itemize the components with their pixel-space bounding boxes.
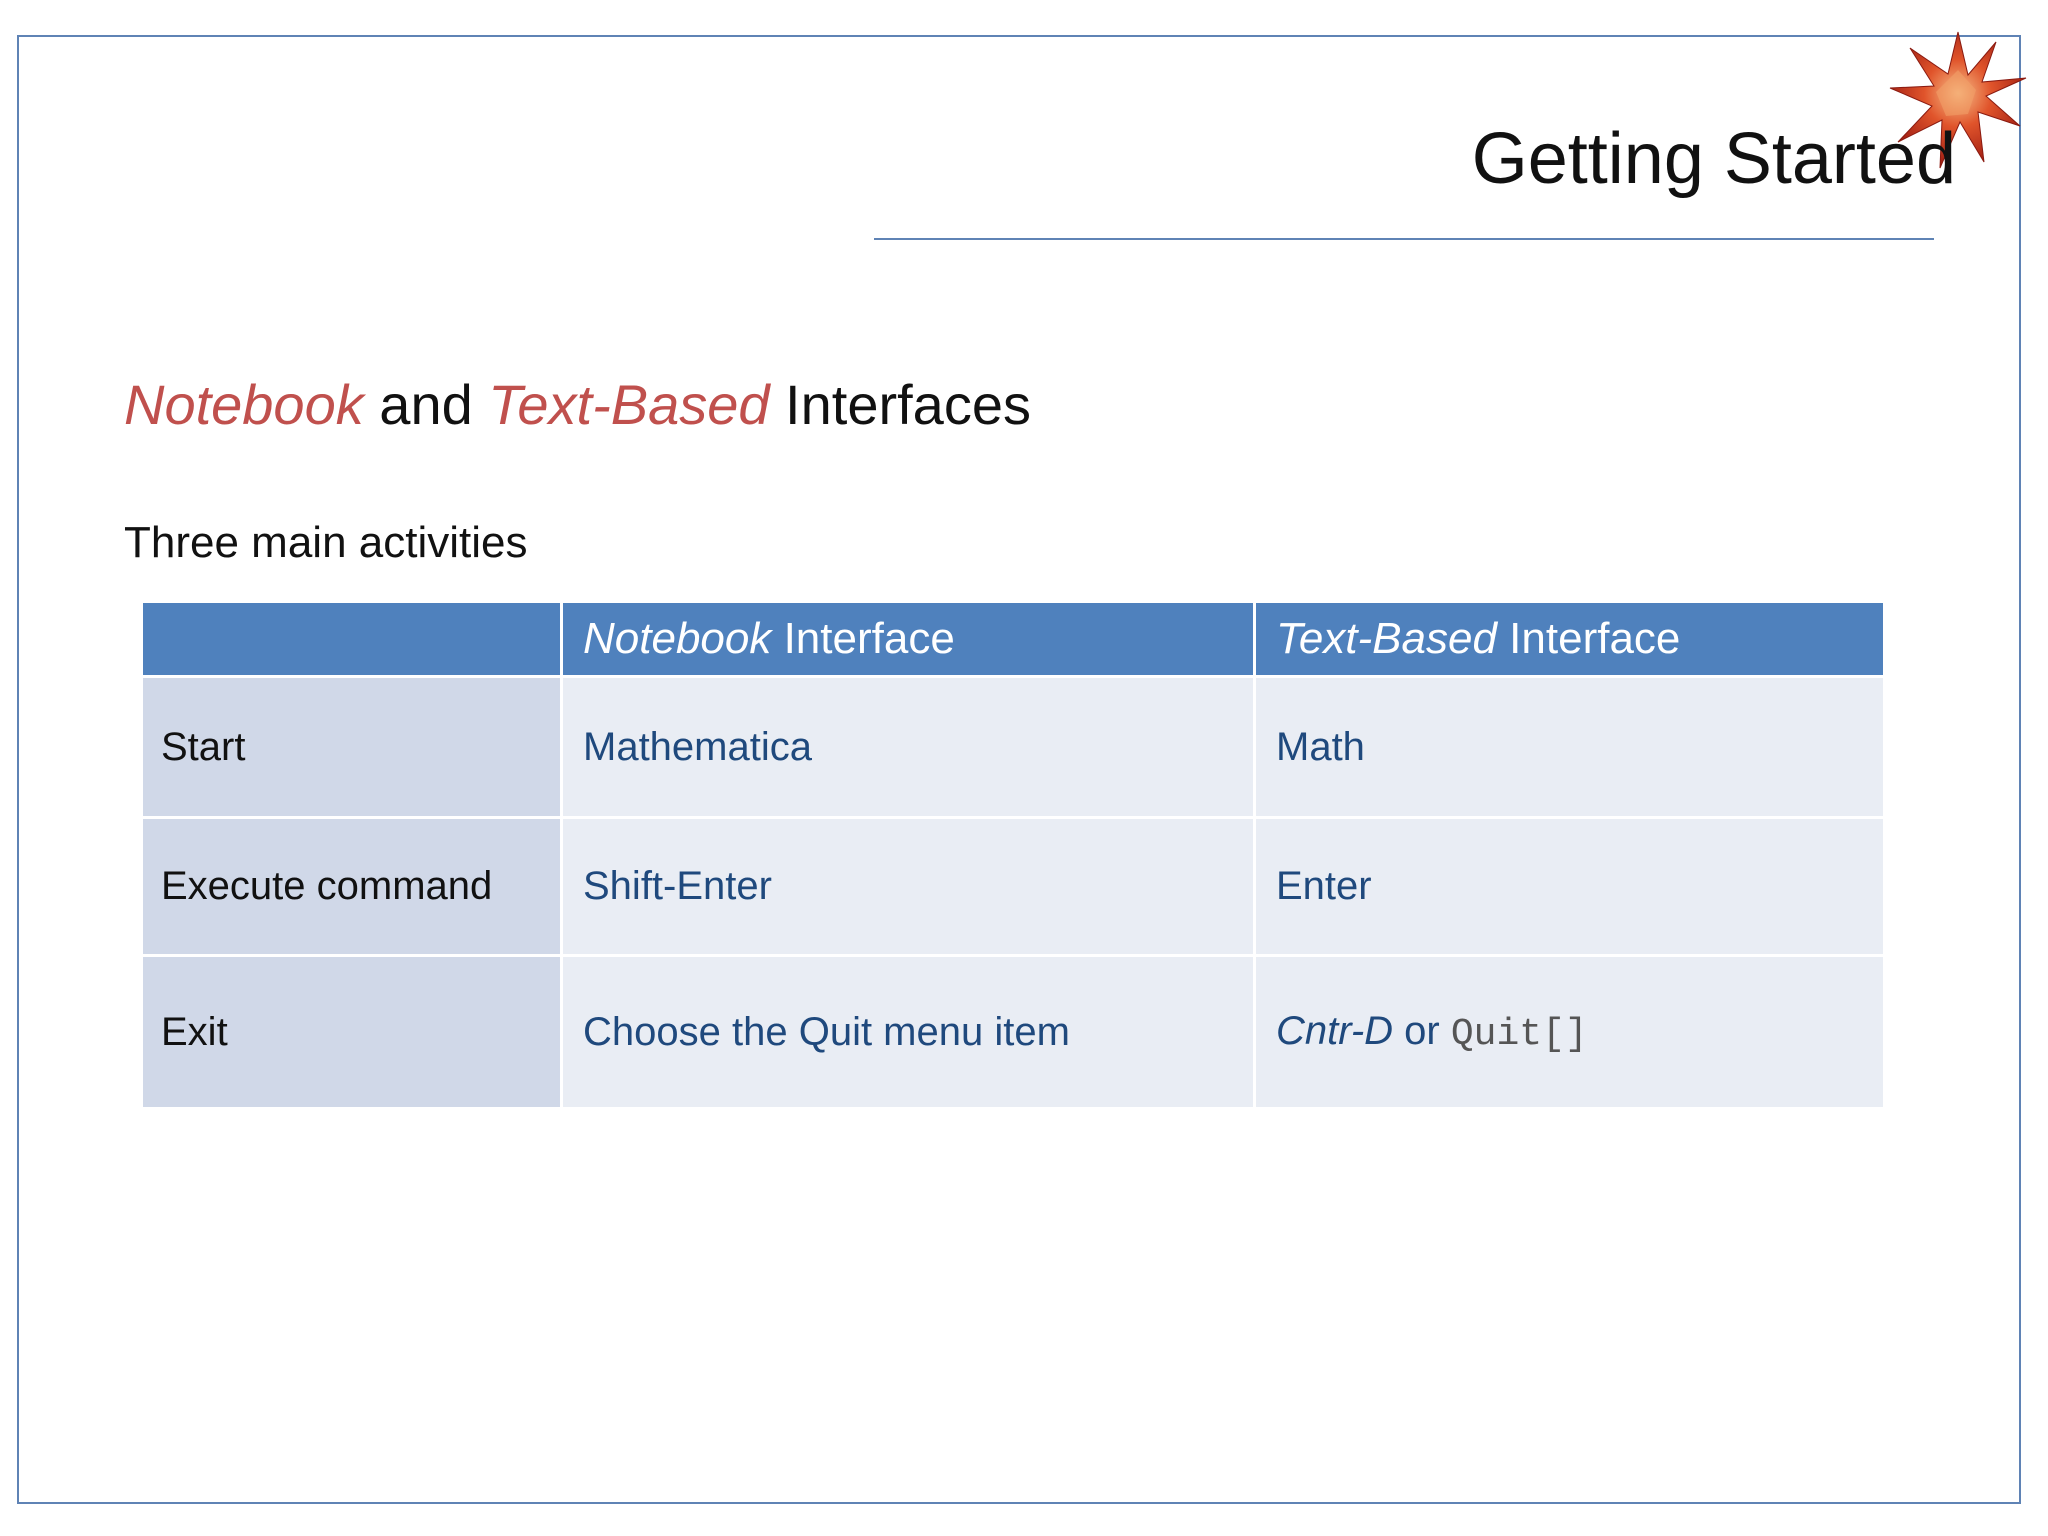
cell-notebook-execute: Shift-Enter — [562, 818, 1255, 956]
header-notebook-italic: Notebook — [583, 614, 772, 663]
activities-table — [140, 600, 1886, 1110]
row-label-execute: Execute command — [142, 818, 562, 956]
table-row — [142, 818, 1885, 956]
table-header-row — [142, 602, 1885, 677]
cell-text-exit — [1255, 956, 1885, 1109]
intro-text: Three main activities — [124, 518, 528, 567]
slide-subtitle — [124, 372, 1031, 437]
table-row — [142, 956, 1885, 1109]
page-title: Getting Started — [1471, 119, 1956, 199]
cell-text-execute: Enter — [1255, 818, 1885, 956]
cell-notebook-exit: Choose the Quit menu item — [562, 956, 1255, 1109]
subtitle-text-based: Text-Based — [488, 373, 770, 436]
row-label-start: Start — [142, 677, 562, 818]
subtitle-notebook: Notebook — [124, 373, 364, 436]
subtitle-interfaces: Interfaces — [769, 373, 1031, 436]
header-notebook-interface — [562, 602, 1255, 677]
cell-text-exit-or: or — [1393, 1008, 1451, 1053]
header-text-based-interface — [1255, 602, 1885, 677]
header-text-based-rest: Interface — [1496, 614, 1681, 663]
row-label-exit: Exit — [142, 956, 562, 1109]
title-divider — [874, 238, 1934, 240]
header-empty-cell — [142, 602, 562, 677]
cell-text-start: Math — [1255, 677, 1885, 818]
cell-text-exit-shortcut: Cntr-D — [1276, 1008, 1394, 1053]
cell-notebook-start: Mathematica — [562, 677, 1255, 818]
header-notebook-rest: Interface — [771, 614, 955, 663]
table-row — [142, 677, 1885, 818]
cell-text-exit-code: Quit[] — [1450, 1012, 1588, 1056]
subtitle-and: and — [363, 373, 489, 436]
header-text-based-italic: Text-Based — [1276, 614, 1497, 663]
